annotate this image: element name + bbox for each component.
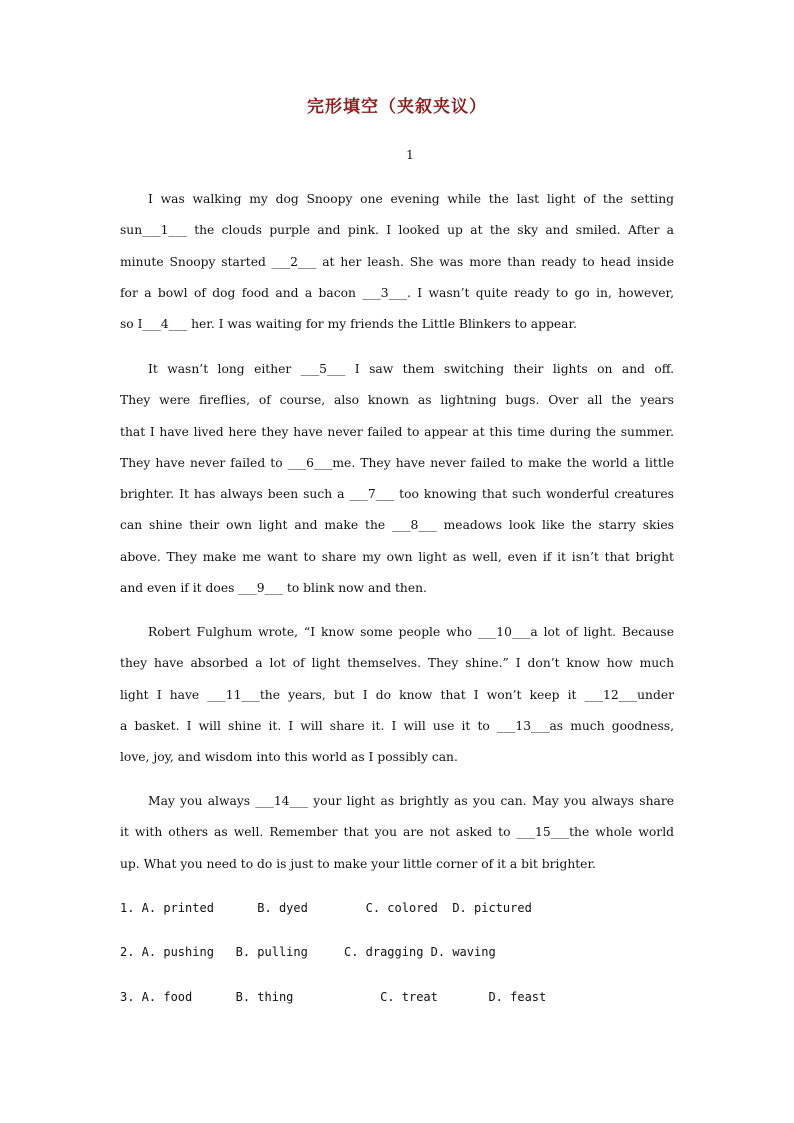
paragraph-line: for a bowl of dog food and a bacon ___3___. I wasn’t quite ready to go in, however, xyxy=(120,285,674,300)
paragraph-1 xyxy=(120,184,674,340)
paragraph-line: light I have ___11___the years, but I do know that I won’t keep it ___12___under xyxy=(120,687,674,702)
paragraph-line: it with others as well. Remember that you are not asked to ___15___the whole world xyxy=(120,825,674,840)
paragraph-line: minute Snoopy started ___2___ at her leash. She was more than ready to head inside xyxy=(120,254,674,269)
document-title: 完形填空（夹叙夹议） xyxy=(307,97,487,117)
paragraph-line: love, joy, and wisdom into this world as I possibly can. xyxy=(120,750,458,765)
paragraph-line: so I___4___ her. I was waiting for my friends the Little Blinkers to appear. xyxy=(120,317,577,332)
paragraph-line: It wasn’t long either ___5___ I saw them switching their lights on and off. xyxy=(148,362,674,376)
paragraph-line: and even if it does ___9___ to blink now and then. xyxy=(120,581,427,596)
paragraph-line: that I have lived here they have never failed to appear at this time during the summer. xyxy=(120,424,674,439)
paragraph-line: They have never failed to ___6___me. They have never failed to make the world a little xyxy=(120,455,674,470)
paragraph-2 xyxy=(120,354,674,604)
paragraph-line: brighter. It has always been such a ___7___ too knowing that such wonderful creatures xyxy=(120,487,674,502)
paragraph-line: up. What you need to do is just to make your little corner of it a bit brighter. xyxy=(120,856,596,871)
paragraph-line: Robert Fulghum wrote, “I know some people who ___10___a lot of light. Because xyxy=(148,625,674,639)
section-number: 1 xyxy=(406,148,414,162)
paragraph-line: above. They make me want to share my own light as well, even if it isn’t that bright xyxy=(120,549,674,564)
paragraph-line: they have absorbed a lot of light themselves. They shine.” I don’t know how much xyxy=(120,656,674,671)
answer-options-1: 1. A. printed B. dyed C. colored D. pictured xyxy=(120,901,532,915)
paragraph-line: May you always ___14___ your light as brightly as you can. May you always share xyxy=(148,794,674,808)
answer-options-2: 2. A. pushing B. pulling C. dragging D. waving xyxy=(120,945,496,959)
paragraph-line: can shine their own light and make the ___8___ meadows look like the starry skies xyxy=(120,518,674,533)
answer-options-3: 3. A. food B. thing C. treat D. feast xyxy=(120,990,547,1004)
paragraph-line: a basket. I will shine it. I will share it. I will use it to ___13___as much goodness, xyxy=(120,718,674,733)
paragraph-3 xyxy=(120,617,674,773)
paragraph-line: sun___1___ the clouds purple and pink. I looked up at the sky and smiled. After a xyxy=(120,223,674,238)
paragraph-4 xyxy=(120,786,674,880)
paragraph-line: I was walking my dog Snoopy one evening while the last light of the setting xyxy=(148,192,674,206)
paragraph-line: They were fireflies, of course, also known as lightning bugs. Over all the years xyxy=(120,393,674,408)
